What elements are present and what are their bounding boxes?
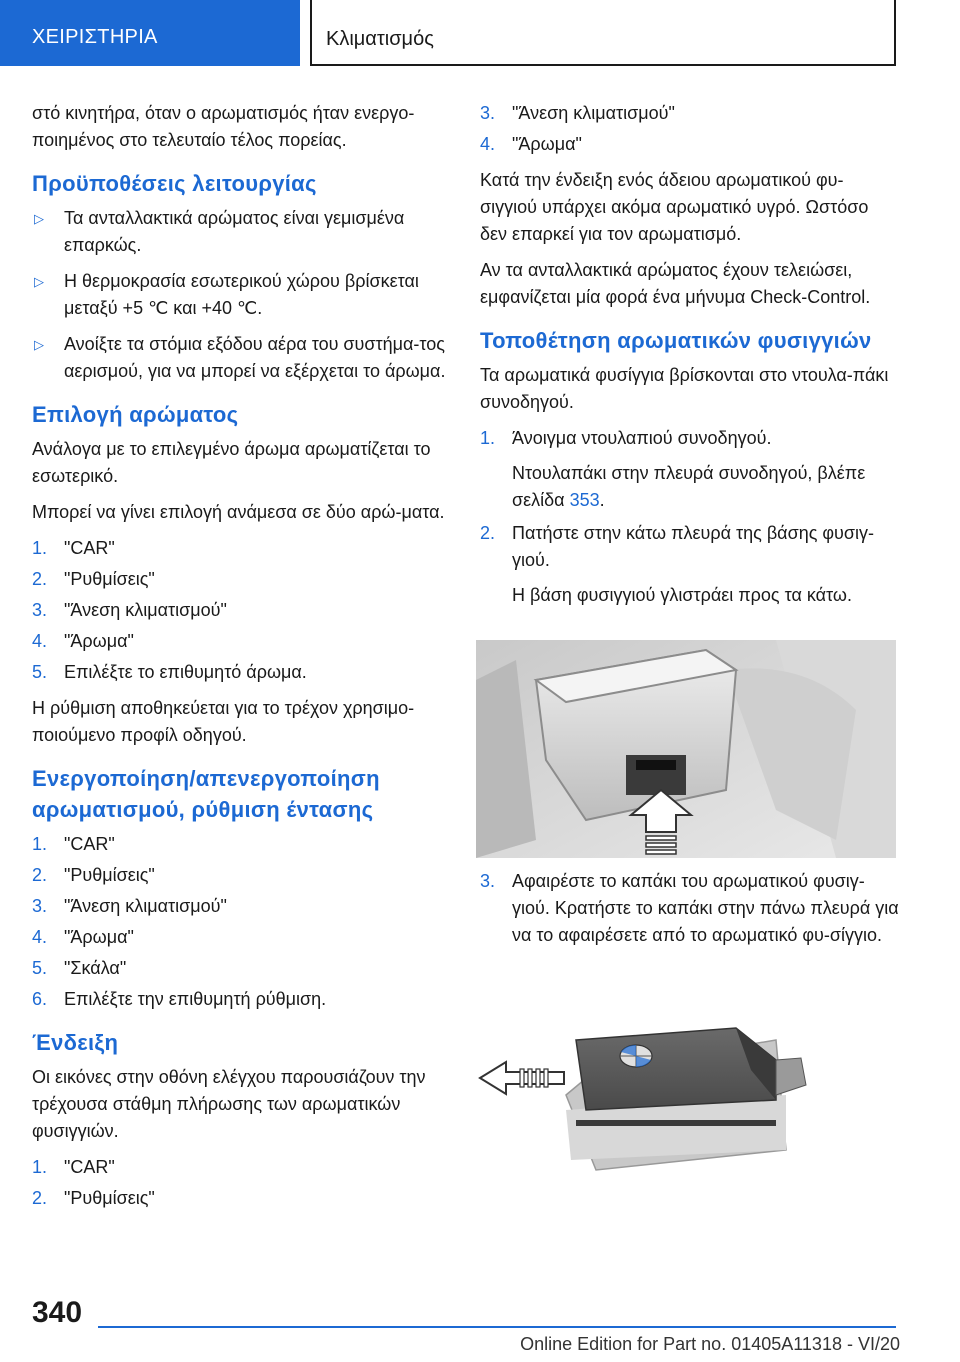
step-item: 3. "Άνεση κλιματισμού" <box>32 600 227 620</box>
step-item: 1. "CAR" <box>32 834 115 854</box>
triangle-bullet-icon: ▷ <box>34 337 44 352</box>
activate-heading: Ενεργοποίηση/απενεργοποίηση αρωματισμού, ρύθμιση έντασης <box>32 766 380 822</box>
prereq-list <box>32 205 452 385</box>
triangle-bullet-icon: ▷ <box>34 211 44 226</box>
step-item: 6. Επιλέξτε την επιθυμητή ρύθμιση. <box>32 989 327 1009</box>
section-header <box>310 0 896 66</box>
page-number: 340 <box>32 1296 83 1329</box>
list-item: ▷ Τα ανταλλακτικά αρώματος είναι γεμισμένα επαρκώς. <box>32 205 452 259</box>
step-item: 4. "Άρωμα" <box>480 134 582 154</box>
display-steps <box>32 1154 452 1212</box>
glovebox-illustration <box>476 640 896 858</box>
display-paragraph: Οι εικόνες στην οθόνη ελέγχου παρουσιάζουν την τρέχουσα στάθμη πλήρωσης των αρωματικών φυσιγγιών. <box>32 1067 426 1141</box>
place-heading: Τοποθέτηση αρωματικών φυσιγγιών <box>480 328 872 353</box>
step-item: 5. "Σκάλα" <box>32 958 127 978</box>
step-item: 1. "CAR" <box>32 538 115 558</box>
intro-paragraph: στό κινητήρα, όταν ο αρωματισμός ήταν ενεργο‐ποιημένος στο τελευταίο τέλος πορείας. <box>32 103 415 150</box>
step-item: 2. "Ρυθμίσεις" <box>32 569 155 589</box>
right-column-lower <box>480 868 900 958</box>
step-item: 1. Άνοιγμα ντουλαπιού συνοδηγού. Ντουλαπάκι στην πλευρά συνοδηγού, βλέπε σελίδα 353. <box>480 425 900 514</box>
display-heading: Ένδειξη <box>32 1030 119 1055</box>
chapter-tab-label: ΧΕΙΡΙΣΤΗΡΙΑ <box>32 26 158 48</box>
display-steps-continued <box>480 100 900 158</box>
section-title: Κλιματισμός <box>326 28 434 50</box>
prereq-heading: Προϋποθέσεις λειτουργίας <box>32 171 317 196</box>
left-column <box>32 100 452 1221</box>
select-paragraph: Ανάλογα με το επιλεγμένο άρωμα αρωματίζεται το εσωτερικό. <box>32 439 431 486</box>
right-column <box>480 100 900 618</box>
step-sub-text: Ντουλαπάκι στην πλευρά συνοδηγού, βλέπε σελίδα 353. <box>512 463 866 510</box>
place-paragraph: Τα αρωματικά φυσίγγια βρίσκονται στο ντουλα‐πάκι συνοδηγού. <box>480 365 889 412</box>
footer-divider <box>98 1326 896 1328</box>
select-steps <box>32 535 452 686</box>
select-note: Η ρύθμιση αποθηκεύεται για το τρέχον χρησιμο‐ποιούμενο προφίλ οδηγού. <box>32 698 415 745</box>
edition-footer: Online Edition for Part no. 01405A11318 - VI/20 <box>520 1334 900 1354</box>
cartridge-photo <box>476 1000 896 1182</box>
page-link[interactable]: 353 <box>569 490 600 510</box>
step-item: 2. "Ρυθμίσεις" <box>32 1188 155 1208</box>
select-paragraph: Μπορεί να γίνει επιλογή ανάμεσα σε δύο αρώ‐ματα. <box>32 502 445 522</box>
list-item: ▷ Η θερμοκρασία εσωτερικού χώρου βρίσκεται μεταξύ +5 ℃ και +40 ℃. <box>32 268 452 322</box>
activate-steps <box>32 831 452 1013</box>
step-item: 5. Επιλέξτε το επιθυμητό άρωμα. <box>32 662 307 682</box>
step-item: 4. "Άρωμα" <box>32 927 134 947</box>
step-item: 4. "Άρωμα" <box>32 631 134 651</box>
step-item: 2. Πατήστε στην κάτω πλευρά της βάσης φυσιγ‐γιού. Η βάση φυσιγγιού γλιστράει προς τα κάτω. <box>480 520 900 609</box>
select-heading: Επιλογή αρώματος <box>32 402 239 427</box>
step-item: 3. "Άνεση κλιματισμού" <box>32 896 227 916</box>
glovebox-photo <box>476 640 896 858</box>
place-steps-continued <box>480 868 900 949</box>
check-control-paragraph: Αν τα ανταλλακτικά αρώματος έχουν τελειώσει, εμφανίζεται μία φορά ένα μήνυμα Check-Control. <box>480 260 871 307</box>
chapter-tab <box>0 0 300 66</box>
step-item: 3. Αφαιρέστε το καπάκι του αρωματικού φυσιγ‐γιού. Κρατήστε το καπάκι στην πάνω πλευρά για να το αφαιρέσετε από το αρωματικό φυ‐σίγγιο. <box>480 871 899 945</box>
triangle-bullet-icon: ▷ <box>34 274 44 289</box>
step-item: 1. "CAR" <box>32 1157 115 1177</box>
empty-info-paragraph: Κατά την ένδειξη ενός άδειου αρωματικού φυ‐σιγγιού υπάρχει ακόμα αρωματικό υγρό. Ωστόσο δεν επαρκεί για τον αρωματισμό. <box>480 170 869 244</box>
list-item: ▷ Ανοίξτε τα στόμια εξόδου αέρα του συστήμα‐τος αερισμού, για να μπορεί να εξέρχεται το άρωμα. <box>32 331 452 385</box>
place-steps <box>480 425 900 609</box>
step-sub-text: Η βάση φυσιγγιού γλιστράει προς τα κάτω. <box>512 585 852 605</box>
step-item: 3. "Άνεση κλιματισμού" <box>480 103 675 123</box>
step-item: 2. "Ρυθμίσεις" <box>32 865 155 885</box>
cartridge-illustration <box>476 1000 896 1182</box>
